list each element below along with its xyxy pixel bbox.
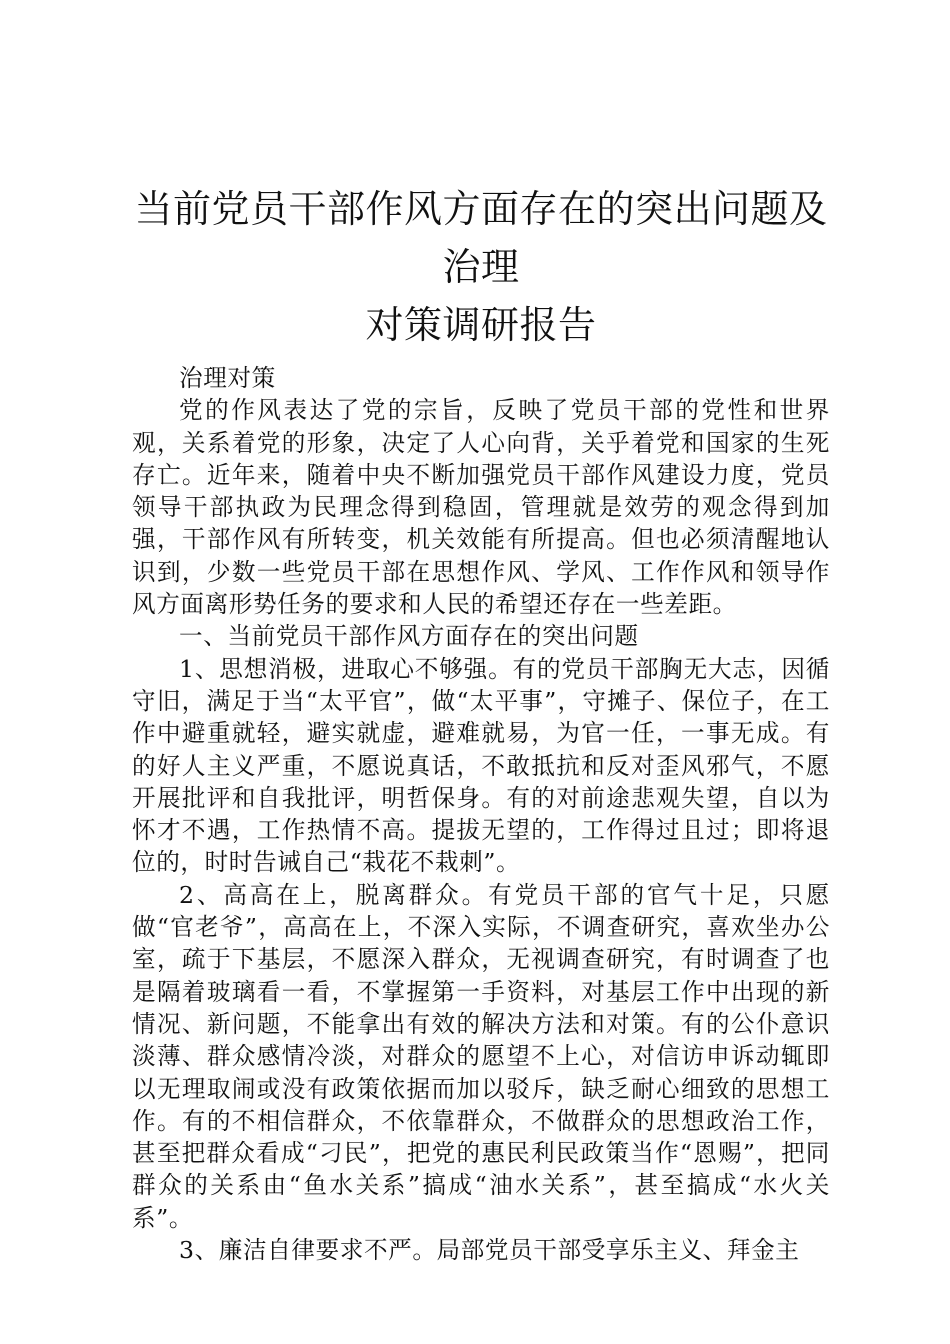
problem-paragraph-3: 3、廉洁自律要求不严。局部党员干部受享乐主义、拜金主: [179, 1236, 800, 1265]
document-title: [132, 180, 830, 354]
document-page: [132, 180, 830, 1266]
intro-paragraph: 党的作风表达了党的宗旨，反映了党员干部的党性和世界观，关系着党的形象，决定了人心向背，关乎着党和国家的生死存亡。近年来，随着中央不断加强党员干部作风建设力度，党员领导干部执政为民理念得到稳固，管理就是效劳的观念得到加强，干部作风有所转变，机关效能有所提高。但也必须清醒地认识到，少数一些党员干部在思想作风、学风、工作作风和领导作风方面离形势任务的要求和人民的希望还存在一些差距。: [132, 396, 830, 619]
problem-paragraph-1: 1、思想消极，进取心不够强。有的党员干部胸无大志，因循守旧，满足于当“太平官”，做“太平事”，守摊子、保位子，在工作中避重就轻，避实就虚，避难就易，为官一任，一事无成。有的好人主义严重，不愿说真话，不敢抵抗和反对歪风邪气，不愿开展批评和自我批评，明哲保身。有的对前途悲观失望，自以为怀才不遇，工作热情不高。提拔无望的，工作得过且过；即将退位的，时时告诫自己“栽花不栽刺”。: [132, 654, 830, 877]
section-heading-problems: 一、当前党员干部作风方面存在的突出问题: [179, 622, 639, 651]
title-line-1: 当前党员干部作风方面存在的突出问题及治理: [134, 187, 828, 289]
title-line-2: 对策调研报告: [365, 303, 597, 347]
section-heading-countermeasures: 治理对策: [179, 364, 276, 392]
problem-paragraph-2: 2、高高在上，脱离群众。有党员干部的官气十足，只愿做“官老爷”，高高在上，不深入实际，不调查研究，喜欢坐办公室，疏于下基层，不愿深入群众，无视调查研究，有时调查了也是隔着玻璃看一看，不掌握第一手资料，对基层工作中出现的新情况、新问题，不能拿出有效的解决方法和对策。有的公仆意识淡薄、群众感情冷淡，对群众的愿望不上心，对信访申诉动辄即以无理取闹或没有政策依据而加以驳斥，缺乏耐心细致的思想工作。有的不相信群众，不依靠群众，不做群众的思想政治工作，甚至把群众看成“刁民”，把党的惠民利民政策当作“恩赐”，把同群众的关系由“鱼水关系”搞成“油水关系”，甚至搞成“水火关系”。: [132, 880, 830, 1232]
